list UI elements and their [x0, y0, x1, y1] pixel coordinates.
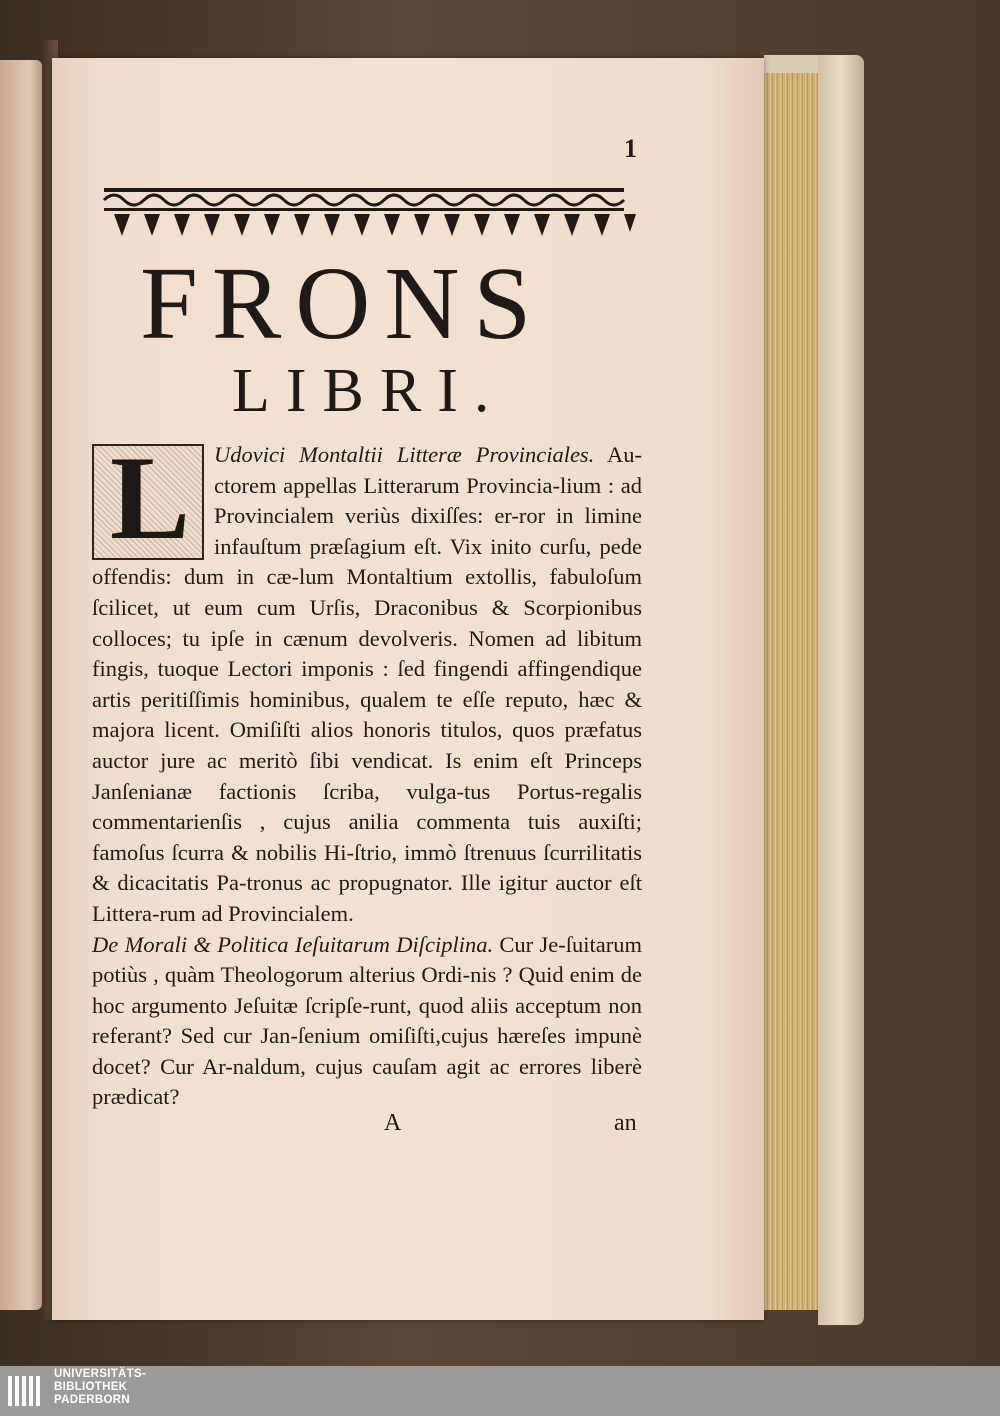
library-name-line3: PADERBORN	[54, 1394, 130, 1406]
signature-mark: A	[384, 1110, 402, 1136]
body-text	[92, 431, 642, 1113]
footer-bar	[0, 1366, 1000, 1416]
catchword: an	[614, 1110, 637, 1136]
page-title: FRONS	[140, 246, 546, 361]
paragraph2	[92, 930, 642, 1114]
paragraph2-lead: De Morali & Politica Ieſuitarum Diſciplina.	[92, 931, 494, 957]
headpiece-ornament	[100, 184, 640, 240]
library-name-line2: BIBLIOTHEK	[54, 1381, 128, 1393]
book-fore-edge	[764, 70, 824, 1310]
library-name-line1: UNIVERSITÄTS-	[54, 1368, 147, 1380]
page-number: 1	[624, 134, 637, 163]
paragraph2-text: Cur Je-ſuitarum potiùs , quàm Theologorum alterius Ordi-nis ? Quid enim de hoc argumento Jeſuitæ ſcripſe-runt, quod aliis acceptum non referant? Sed cur Jan-ſenium omiſiſti,cujus hæreſes impunè docet? Cur Ar-naldum, cujus cauſam agit ac errores liberè prædicat?	[92, 931, 642, 1110]
book-cover-edge	[818, 55, 864, 1325]
library-name	[54, 1368, 146, 1407]
paragraph1-text: Au-ctorem appellas Litterarum Provincia-lium : ad Provincialem veriùs dixiſſes: er-ror in limine infauſtum præſagium eſt. Vix inito curſu, pede offendis: dum in cæ-lum Montaltium extollis, fabuloſum ſcilicet, ut eum cum Urſis, Draconibus & Scorpionibus colloces; tu ipſe in cænum devolveris. Nomen ad libitum fingis, tuoque Lectori imponis : ſed fingendi affingendique artis peritiſſimis hominibus, qualem te eſſe reputo, hæc & majora licent. Omiſiſti alios honoris titulos, quos præfatus auctor jure ac meritò ſibi vendicat. Is enim eſt Princeps Janſenianæ factionis ſcriba, vulga-tus Portus-regalis commentarienſis , cujus anilia commenta tuis auxiſti; famoſus ſcurra & nobilis Hi-ſtrio, immò ſtrenuus ſcurrilitatis & dicacitatis Pa-tronus ac propugnator. Ille igitur auctor eſt Littera-rum ad Provincialem.	[92, 442, 642, 926]
page-subtitle: LIBRI.	[232, 357, 506, 425]
paragraph1-lead: Udovici Montaltii Litteræ Provinciales.	[214, 442, 595, 467]
drop-cap-initial	[92, 431, 204, 564]
facing-page-edge	[0, 60, 42, 1310]
drop-cap-letter: L	[110, 431, 191, 564]
library-logo-icon	[6, 1372, 46, 1410]
